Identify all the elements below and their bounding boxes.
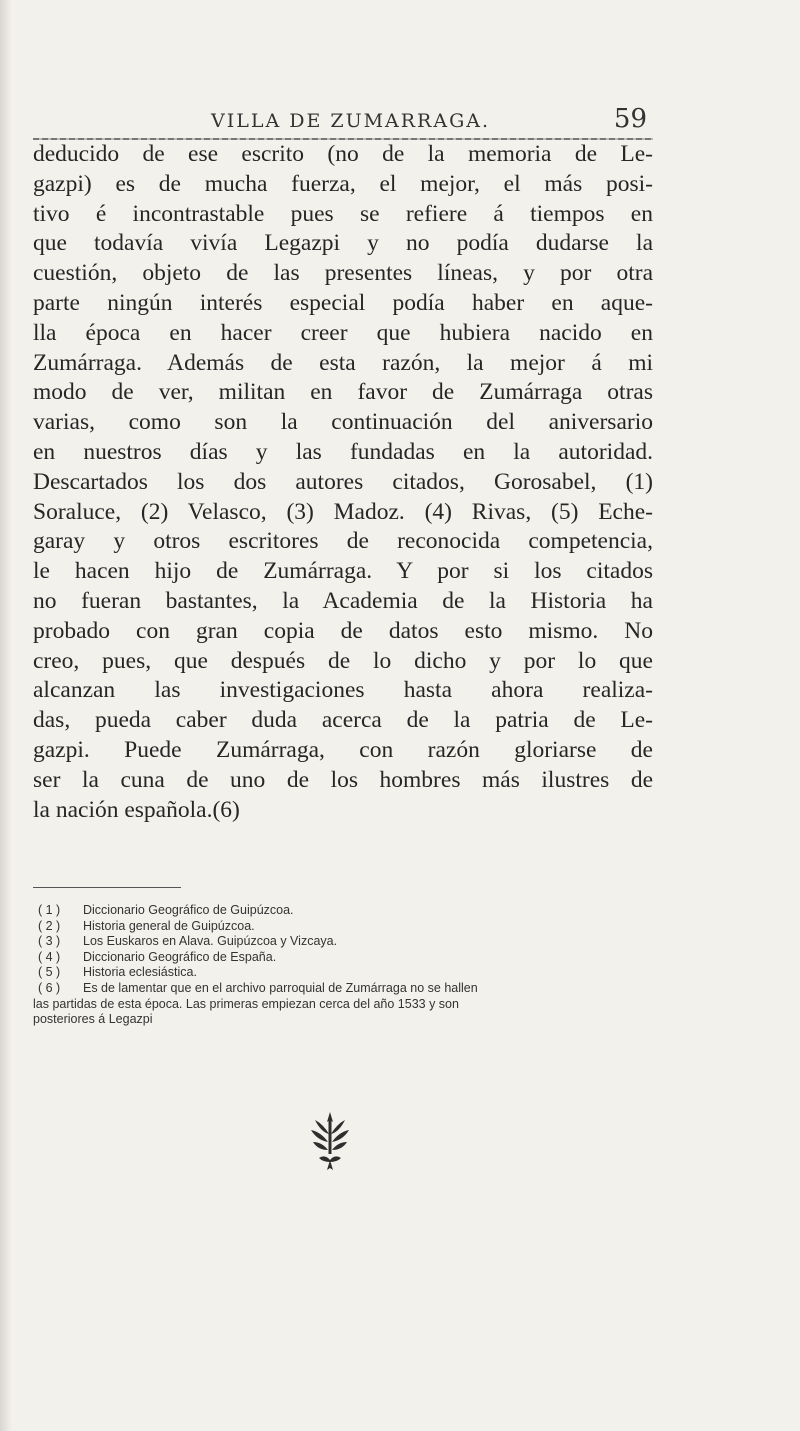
footnote <box>33 965 653 981</box>
body-line: cuestión, objeto de las presentes líneas, y por otra <box>33 260 653 287</box>
footnote-number: ( 1 ) <box>38 903 61 917</box>
footnote-number: ( 4 ) <box>38 949 61 964</box>
body-line: gazpi. Puede Zumárraga, con razón gloriarse de <box>33 736 653 763</box>
footnote-text: Historia general de Guipúzcoa. <box>83 918 255 933</box>
body-line: Descartados los dos autores citados, Gorosabel, (1) <box>33 468 653 495</box>
body-line: que todavía vivía Legazpi y no podía dudarse la <box>33 230 653 257</box>
footnote-text: las partidas de esta época. Las primeras empiezan cerca del año 1533 y son <box>33 996 459 1011</box>
footnote-number: ( 6 ) <box>38 980 61 995</box>
page-edge <box>0 0 12 1431</box>
footnote-number: ( 3 ) <box>38 934 61 949</box>
footnote <box>33 950 653 966</box>
body-line: la nación española.(6) <box>33 796 240 823</box>
body-line: garay y otros escritores de reconocida competencia, <box>33 528 653 555</box>
footnote-text: Diccionario Geográfico de Guipúzcoa. <box>83 903 294 917</box>
floral-ornament-icon <box>307 1110 353 1172</box>
footnote-text: Historia eclesiástica. <box>83 965 197 980</box>
body-line: varias, como son la continuación del aniversario <box>33 409 653 436</box>
body-line: en nuestros días y las fundadas en la autoridad. <box>33 438 653 465</box>
body-line: parte ningún interés especial podía haber en aque- <box>33 289 653 316</box>
body-line: ser la cuna de uno de los hombres más ilustres de <box>33 766 653 793</box>
footnote-text: Los Euskaros en Alava. Guipúzcoa y Vizcaya. <box>83 934 338 949</box>
body-line: das, pueda caber duda acerca de la patria de Le- <box>33 707 653 734</box>
body-line: gazpi) es de mucha fuerza, el mejor, el más posi- <box>33 170 653 197</box>
footnote <box>33 997 653 1013</box>
page-header <box>33 104 653 138</box>
footnote <box>33 1012 653 1028</box>
body-line: tivo é incontrastable pues se refiere á tiempos en <box>33 200 653 227</box>
footnote <box>33 919 653 935</box>
body-line: lla época en hacer creer que hubiera nacido en <box>33 319 653 346</box>
body-line: probado con gran copia de datos esto mismo. No <box>33 617 653 644</box>
footnote-text: posteriores á Legazpi <box>33 1012 153 1027</box>
body-line: no fueran bastantes, la Academia de la Historia ha <box>33 587 653 614</box>
body-line: Zumárraga. Además de esta razón, la mejor á mi <box>33 349 653 376</box>
body-line: Soraluce, (2) Velasco, (3) Madoz. (4) Rivas, (5) Eche- <box>33 498 653 525</box>
footnote-number: ( 2 ) <box>38 918 61 933</box>
body-line: creo, pues, que después de lo dicho y por lo que <box>33 647 653 674</box>
footnotes <box>33 903 653 1028</box>
footnote <box>33 981 653 997</box>
body-text <box>33 140 653 825</box>
footnote-rule <box>33 887 181 888</box>
body-line: modo de ver, militan en favor de Zumárraga otras <box>33 379 653 406</box>
footnote <box>33 903 653 919</box>
body-line: deducido de ese escrito (no de la memoria de Le- <box>33 141 653 167</box>
footnote <box>33 934 653 950</box>
running-title: VILLA DE ZUMARRAGA. <box>211 110 491 132</box>
footnote-text: Diccionario Geográfico de España. <box>83 949 277 964</box>
body-line: alcanzan las investigaciones hasta ahora realiza- <box>33 677 653 704</box>
body-line: le hacen hijo de Zumárraga. Y por si los citados <box>33 558 653 585</box>
page-number: 59 <box>613 104 647 134</box>
footnote-number: ( 5 ) <box>38 965 61 980</box>
footnote-text: Es de lamentar que en el archivo parroquial de Zumárraga no se hallen <box>83 980 478 995</box>
